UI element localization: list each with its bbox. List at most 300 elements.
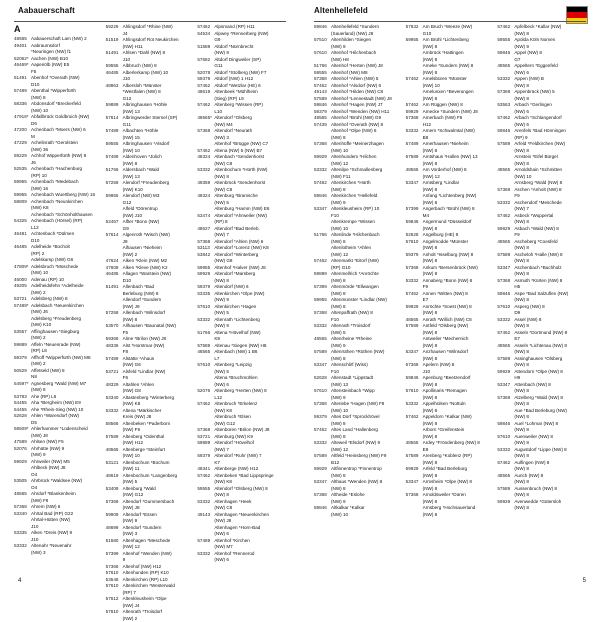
place-name: (NW) 8 [331, 421, 403, 428]
place-name: E7 [514, 336, 586, 343]
place-name: Ascheberg *Coesfeld [514, 239, 586, 246]
place-name: Altenrüthen *Rüthen (NW) [331, 349, 403, 356]
place-name: (NW) 9 [331, 200, 403, 207]
place-name: (NW) 8 [423, 161, 495, 168]
place-name: J6 [31, 160, 103, 167]
postal-code: 57368 [197, 427, 214, 434]
place-name: Amtsberg *Lindlar [423, 180, 495, 187]
postal-code: 53563 [497, 102, 514, 109]
postal-code [197, 557, 214, 564]
place-name: (NW) 6 [514, 70, 586, 77]
postal-code: 57462 [197, 473, 214, 480]
postal-code: 54455 [14, 400, 31, 407]
place-name: Altenrheine *Rheine [331, 336, 403, 343]
place-name: (NW) 8 [214, 492, 286, 499]
place-name: (NW) J10 [123, 213, 195, 220]
postal-code: 57589 [314, 349, 331, 356]
postal-code: 53332 [497, 317, 514, 324]
index-entry [406, 512, 495, 519]
place-name: (Sauerland) (NW) J8 [331, 31, 403, 38]
postal-code: 53335 [197, 291, 214, 298]
postal-code: 57589 [106, 434, 123, 441]
place-name: Amerbach (NW) F9 [423, 115, 495, 122]
postal-code: 53121 [106, 460, 123, 467]
place-name: Affhoff *Wipperfürth (NW) M8 [31, 355, 103, 362]
place-name: (NW) 12 [331, 252, 403, 259]
place-name: Alme *Brilon (NW) J8 [123, 336, 195, 343]
place-name: Ahlingsdorf *Rhine (NW) [123, 24, 195, 31]
place-name: Altenmarkt *Eitorf (NW) [331, 258, 403, 265]
postal-code: 47229 [14, 140, 31, 147]
place-name: Altendorf (NW) 6 [214, 284, 286, 291]
place-name: (NW) F9 [123, 427, 195, 434]
postal-code: 57610 [197, 304, 214, 311]
place-name: (NW) 8 [423, 356, 495, 363]
postal-code: 46485 [14, 244, 31, 251]
postal-code: 57462 [197, 148, 214, 155]
place-name: Altenhunden (RP) K10 [123, 570, 195, 577]
place-name: Attendorn *Olpe (NW) 8 [514, 369, 586, 376]
place-name: Appenbrück (NW) 5 [514, 89, 586, 96]
place-name: (NW) 8 [423, 486, 495, 493]
place-name: (NW) 8 [514, 271, 586, 278]
postal-code [14, 550, 31, 557]
header-rule [314, 21, 586, 22]
place-name: Altenhof *Overath (NW) 8 [331, 122, 403, 129]
place-name: (NW) 8 [423, 187, 495, 194]
place-name: Asseln *Lichtenau (NW) 8 [514, 343, 586, 350]
postal-code: 47608 [106, 265, 123, 272]
postal-code: 53783 [14, 394, 31, 401]
place-name: Altenburg *Wald [123, 486, 195, 493]
place-name: (NW) 8 [423, 421, 495, 428]
postal-code: 54455 [14, 407, 31, 414]
place-name: (NW) K8 [31, 205, 103, 212]
postal-code: 57610 [497, 434, 514, 441]
postal-code: 57462 [197, 83, 214, 90]
postal-code: 59929 [497, 369, 514, 376]
postal-code: 59229 [106, 24, 123, 31]
place-name: Attenbach (NW) 8 [514, 382, 586, 389]
place-name: J10 [423, 369, 495, 376]
postal-code [106, 616, 123, 622]
place-name: (NW) 6 [514, 122, 586, 129]
postal-code: 57610 [106, 583, 123, 590]
place-name: Altenberg *Herten (NW) 8 [214, 388, 286, 395]
place-name: G12 [123, 200, 195, 207]
place-name: Altenbochum *Langenberg [123, 473, 195, 480]
place-name: (Sieg) (RP) L9 [214, 96, 286, 103]
place-name: (NW) 9 [331, 44, 403, 51]
postal-code: 59929 [497, 499, 514, 506]
place-name: (NW) 8 [514, 258, 586, 265]
place-name: Albringhausen *Alsdorf [123, 141, 195, 148]
place-name: Aschendorf *Meschede [514, 200, 586, 207]
postal-code: 57589 [406, 323, 423, 330]
place-name: Arnoldsweiler *Düren [423, 492, 495, 499]
place-name: D9 [514, 310, 586, 317]
postal-code: 46485 [106, 271, 123, 278]
place-name: Altenhof *Hilden (NW) C8 [331, 89, 403, 96]
place-name: Altenhof *Lennestadt (NW) J8 [331, 96, 403, 103]
postal-code: 57510 [314, 37, 331, 44]
place-name: Agnesberg *Wald (NW) M7 [31, 381, 103, 388]
postal-code: 57462 [406, 414, 423, 421]
place-name: Altkalkar *Kalkar [331, 505, 403, 512]
place-name: (NW) 7 [214, 447, 286, 454]
place-name: Alst *Horstmar (NW) [123, 343, 195, 350]
postal-code: 53332 [497, 200, 514, 207]
place-name: Altenkirchen (RP) L10 [123, 577, 195, 584]
place-name: (NW) 10 [331, 408, 403, 415]
place-name: Ahrtal Bad (RP) G22 [31, 511, 103, 518]
place-name: B12 [331, 460, 403, 467]
postal-code: 57368 [314, 401, 331, 408]
place-name: Auenweiler (NW) 8 [514, 434, 586, 441]
postal-code: 51491 [106, 50, 123, 57]
place-name: (NW) 8 [514, 245, 586, 252]
postal-code: 48863 [106, 83, 123, 90]
place-name: (NW) 8 [514, 31, 586, 38]
place-name: Aldenhoven *Jülich [123, 154, 195, 161]
postal-code: 53347 [314, 479, 331, 486]
postal-code: 58336 [14, 101, 31, 108]
postal-code: 48565 [106, 447, 123, 454]
postal-code: 54325 [14, 218, 31, 225]
place-name: (NW) 6 [514, 109, 586, 116]
place-name: Aspe *Bad Salzuflen (NW) [514, 291, 586, 298]
place-name: *Westfalen (NW) 8 [123, 89, 195, 96]
place-name: Altena *Märkischer [123, 408, 195, 415]
place-name: J4 [123, 31, 195, 38]
place-name: O4 [31, 472, 103, 479]
place-name: Arfeld *Feldkirchen (NW) [514, 141, 586, 148]
place-name: Anrath *Willich (NW) C8 [423, 317, 495, 324]
place-name: Altenilpe *Schmallenberg [331, 167, 403, 174]
postal-code: 48565 [497, 343, 514, 350]
place-name: Anfang *Lichtenberg (NW) [423, 193, 495, 200]
place-name: Angermund *Düsseldorf [423, 219, 495, 226]
place-name: (RP) 10 [31, 173, 103, 180]
place-name: Altenberge *Steinfurt [123, 447, 195, 454]
place-name: (NW) 8 [214, 278, 286, 285]
place-name: Allenbach *Wilnsdorf [123, 310, 195, 317]
place-name: Altenmörde *Ellwangen [331, 284, 403, 291]
place-name: (NW) 8 [514, 401, 586, 408]
place-name: Ascheloh *Halle (NW) 8 [514, 252, 586, 259]
place-name: F5 [31, 69, 103, 76]
place-name: (RP) 8 [214, 219, 286, 226]
postal-code: 59955 [14, 179, 31, 186]
postal-code: 53332 [197, 499, 214, 506]
place-name: Adelsbruch *Müschede [31, 264, 103, 271]
place-name: Ahlerhammer *Lüdenscheid [31, 426, 103, 433]
postal-code: 59379 [314, 109, 331, 116]
place-name: (NW) 2 [31, 290, 103, 297]
postal-code: 47624 [106, 258, 123, 265]
place-name: (NW) 8 [514, 427, 586, 434]
postal-code: 57462 [497, 460, 514, 467]
section-letter: A [14, 24, 103, 35]
place-name: (NW) 8 [423, 395, 495, 402]
place-name: Altenstadt *Lippstadt [331, 375, 403, 382]
place-name: Aabauerschaft Lam (NW) 2 [31, 36, 103, 43]
place-name: (NW) 3 [31, 550, 103, 557]
postal-code: 57610 [406, 388, 423, 395]
place-name: Altenmünster *Lindlar (NW) [331, 297, 403, 304]
place-name: Aabraumsdorf [31, 43, 103, 50]
place-name: B8 [423, 135, 495, 142]
place-name: M [31, 134, 103, 141]
place-name: (NW) 8 [423, 408, 495, 415]
place-name: Aue *Bad Berleburg (NW) [514, 408, 586, 415]
postal-code: 57368 [314, 76, 331, 83]
place-name: Altenkleusheim *Olpe [123, 596, 195, 603]
place-name: M4 [423, 213, 495, 220]
place-name: Armsheim *Olpe (NW) 8 [423, 479, 495, 486]
place-name: Alendorf *Freudenberg [123, 180, 195, 187]
place-name: (NW) 8 [331, 135, 403, 142]
place-name: Altendorf *Ruhr (NW) 7 [214, 453, 286, 460]
postal-code: 57589 [314, 453, 331, 460]
postal-code: 59846 [406, 219, 423, 226]
place-name: Altenberg *Wissen (RP) [214, 102, 286, 109]
postal-code: 49401 [14, 43, 31, 50]
postal-code: 57462 [497, 213, 514, 220]
place-name: Abenhof *Overath (NW) [31, 75, 103, 82]
place-name: Altenburg *Bramsche [214, 193, 286, 200]
index-columns [14, 24, 286, 572]
place-name: (NW) 8 [331, 304, 403, 311]
place-name: (NW) 8 [423, 343, 495, 350]
postal-code: 57258 [106, 310, 123, 317]
postal-code: 57368 [406, 115, 423, 122]
place-name: Alpsmand (RP) H11 [214, 24, 286, 31]
place-name: (NW) 8 [31, 387, 103, 394]
postal-code: 59379 [197, 284, 214, 291]
place-name: Ahe *Rhein-Sieg (NW) 10 [31, 407, 103, 414]
left-page [0, 0, 300, 588]
place-name: Altenhilden *Siegen [331, 37, 403, 44]
index-column [197, 24, 286, 572]
place-name: Altenkleusheim (RP) 10 [331, 206, 403, 213]
place-name: Am Vorderhof (NW) 8 [423, 167, 495, 174]
postal-code: 53332 [497, 76, 514, 83]
place-name: (NW) 15 [123, 135, 195, 142]
postal-code: 52062* [14, 56, 31, 63]
place-name: Altendorf *Essen [123, 512, 195, 519]
postal-code: 57368 [406, 492, 423, 499]
place-name: Altenhagen *Heek [214, 499, 286, 506]
postal-code: 59955 [106, 193, 123, 200]
place-name: Altenberge (NW) H12 [214, 466, 286, 473]
place-name: Achenbach *Moers (NW) 6 [31, 127, 103, 134]
postal-code: 48619 [106, 473, 123, 480]
postal-code: 53332 [406, 278, 423, 285]
postal-code: 53332 [406, 128, 423, 135]
place-name: Albersloh *Münster [123, 83, 195, 90]
place-name: Alendorf (NW) M3 [123, 193, 195, 200]
postal-code: 53347 [406, 479, 423, 486]
postal-code: 53347 [314, 206, 331, 213]
place-name: (NW) 8 [514, 323, 586, 330]
place-name: Altenhüffe *Meinerzhagen [331, 141, 403, 148]
place-name: Anzhausen *Wilnsdorf [423, 349, 495, 356]
place-name: Algenroth *Wisch (NW) [123, 232, 195, 239]
place-name: H9 [514, 375, 586, 382]
place-name: Arborn *Greifenstein [423, 427, 495, 434]
place-name: Ahrhütte (NW) 9 [31, 446, 103, 453]
place-name: (NW) 8 [423, 330, 495, 337]
place-name: Ahlsen *Dahl (NW) 8 [123, 50, 195, 57]
place-name: (NW) 16 [31, 186, 103, 193]
postal-code: 57368 [406, 265, 423, 272]
place-name: Allagen *Warstein (NW) [123, 271, 195, 278]
place-name: D5 [31, 420, 103, 427]
postal-code: 57589 [314, 96, 331, 103]
place-name: Arnsberg *Wald (NW) 8 [514, 180, 586, 187]
postal-code [497, 505, 514, 512]
postal-code: 53548 [106, 577, 123, 584]
place-name: (NW) 8 [514, 83, 586, 90]
postal-code: 59846 [497, 291, 514, 298]
place-name: (NW) 2 [123, 616, 195, 622]
place-name: Altdorf *Nürnbrecht [214, 44, 286, 51]
place-name: Apfelbeck *Kallar (NW) [514, 24, 586, 31]
postal-code: 53505 [14, 478, 31, 485]
place-name: (NW) 2 [123, 252, 195, 259]
postal-code: 53347 [406, 349, 423, 356]
place-name: Alken *Kleve (NW) K2 [123, 265, 195, 272]
header-rule [14, 21, 286, 22]
index-entry [497, 505, 586, 512]
postal-code: 52467 [106, 219, 123, 226]
postal-code: 57489 [406, 141, 423, 148]
postal-code: 57399 [106, 551, 123, 558]
place-name: (NW) G8 [123, 388, 195, 395]
postal-code: 53113 [197, 245, 214, 252]
place-name: (NW) 8 [331, 278, 403, 285]
place-name: Altenburg (NW) K9 [214, 434, 286, 441]
place-name: Altfinnentrop *Finnentrop [331, 466, 403, 473]
place-name: Altensteinbach *Wipp [331, 388, 403, 395]
postal-code: 59929 [197, 271, 214, 278]
postal-code: 57368 [197, 128, 214, 135]
place-name: Arbach *Gerlingen [514, 102, 586, 109]
place-name: Altenberg *Leipzig [214, 362, 286, 369]
place-name: Alpwey *Rennerberg (NW) [214, 31, 286, 38]
postal-code: 49359 [197, 180, 214, 187]
place-name: Altenhagen *Meschede [123, 538, 195, 545]
postal-code: 59929 [314, 466, 331, 473]
place-name: F9 [423, 284, 495, 291]
postal-code: 59368 [106, 336, 123, 343]
postal-code: 59379 [197, 76, 214, 83]
place-name: Aulfingen (NW) 8 [514, 460, 586, 467]
place-name: (NW) 9 [123, 518, 195, 525]
postal-code: 57632 [406, 24, 423, 31]
postal-code: 59846 [497, 50, 514, 57]
place-name: (NW) 8 [514, 388, 586, 395]
postal-code: 48565* [197, 115, 214, 122]
place-name: (NW) 10 [123, 148, 195, 155]
place-name: (NW) 8 [514, 466, 586, 473]
postal-code: 57399 [406, 206, 423, 213]
postal-code: 50529 [14, 368, 31, 375]
postal-code: 53332 [197, 167, 214, 174]
place-name: Altenhof *Rennerod [214, 551, 286, 558]
place-name: Altdorf Dingweiler (SP) [214, 57, 286, 64]
place-name: (NW) 8 [423, 258, 495, 265]
place-name: Atzelberg *Wald (NW) 8 [514, 395, 586, 402]
place-name: (NW) 8 [423, 226, 495, 233]
place-name: J8 [123, 239, 195, 246]
postal-code: 57368 [406, 362, 423, 369]
place-name: Altendorf *Neurath [214, 128, 286, 135]
postal-code: 48565 [406, 167, 423, 174]
postal-code: 57614 [106, 115, 123, 122]
place-name: (NW) M4 [214, 122, 286, 129]
postal-code: 57462 [314, 258, 331, 265]
postal-code: 59555 [106, 63, 123, 70]
place-name: Antweiler *Mechernich [423, 336, 495, 343]
place-name: Alstätte *Ahaus [123, 356, 195, 363]
place-name: (NW) 5 [214, 200, 286, 207]
postal-code: 48619 [197, 89, 214, 96]
place-name: Aussenbruch (NW) 8 [514, 486, 586, 493]
postal-code: 53332 [314, 440, 331, 447]
postal-code: 59889 [197, 440, 214, 447]
place-name: (NW) 8 [423, 434, 495, 441]
place-name: (NW) 8 [514, 479, 586, 486]
postal-code: 53335 [14, 530, 31, 537]
place-name: (NW) 8 [423, 70, 495, 77]
postal-code: 48699 [106, 525, 123, 532]
place-name: Asbeck *Wuppertal [514, 213, 586, 220]
place-name: Abdonsdorf *Breckerfeld [31, 101, 103, 108]
postal-code: 57462 [314, 83, 331, 90]
postal-code: 57462 [197, 24, 214, 31]
place-name: Altdorf *Wetzlar (HE) 6 [214, 83, 286, 90]
place-name: H12 [423, 122, 495, 129]
place-name: (NW) 7 [214, 232, 286, 239]
index-entry [14, 550, 103, 557]
place-name: G7 [514, 57, 586, 64]
postal-code: 57368 [497, 395, 514, 402]
postal-code: 57368 [14, 504, 31, 511]
place-name: (NW) J4 [123, 603, 195, 610]
place-name: Altenhof *Olpe (NW) 6 [331, 128, 403, 135]
place-name: (NW) 8 [514, 414, 586, 421]
place-name: Appel (NW) 8 [514, 50, 586, 57]
postal-code: 57462 [497, 115, 514, 122]
place-name: Aldersbach *Wald [123, 167, 195, 174]
page-header [0, 0, 300, 22]
place-name: H5 [514, 284, 586, 291]
place-name: Altenlinde *Hilchenbach [331, 232, 403, 239]
place-name: Ameke *Sundern (NW) 8 [423, 63, 495, 70]
place-name: Alken *Klein (NW) M2 [123, 258, 195, 265]
place-name: Berleburg (NW) 8 [123, 291, 195, 298]
place-name: Albbruch (NW) 8 [123, 63, 195, 70]
place-name: (NW) 8 [331, 356, 403, 363]
postal-code: 59555 [106, 141, 123, 148]
place-name: Amern *Schwalmtal (NW) [423, 128, 495, 135]
place-name: Amelunxen *Beverungen [423, 89, 495, 96]
place-name: (NW) 13 [123, 174, 195, 181]
place-name: Ahe (RP) L6 [31, 394, 103, 401]
postal-code: 57589 [497, 252, 514, 259]
